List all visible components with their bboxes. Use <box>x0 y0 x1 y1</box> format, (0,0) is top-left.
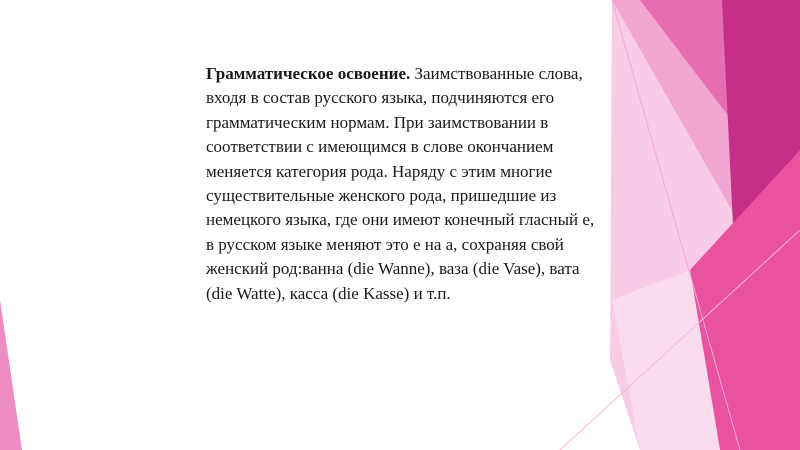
slide-body: Заимствованные слова, входя в состав русского языка, подчиняются его грамматическим нормам. При заимствовании в соответствии с имеющимся в слове окончанием меняется категория рода. Наряду с этим многие существительные женского рода, пришедшие из немецкого языка, где они имеют конечный гласный е, в русском языке меняют это е на а, сохраняя свой женский род:ванна (die Wanne), ваза (die Vase), вата (die Watte), касса (die Kasse) и т.п. <box>206 64 595 303</box>
slide-text <box>206 62 598 306</box>
left-accent-shape <box>0 300 22 450</box>
slide-heading: Грамматическое освоение. <box>206 64 411 83</box>
